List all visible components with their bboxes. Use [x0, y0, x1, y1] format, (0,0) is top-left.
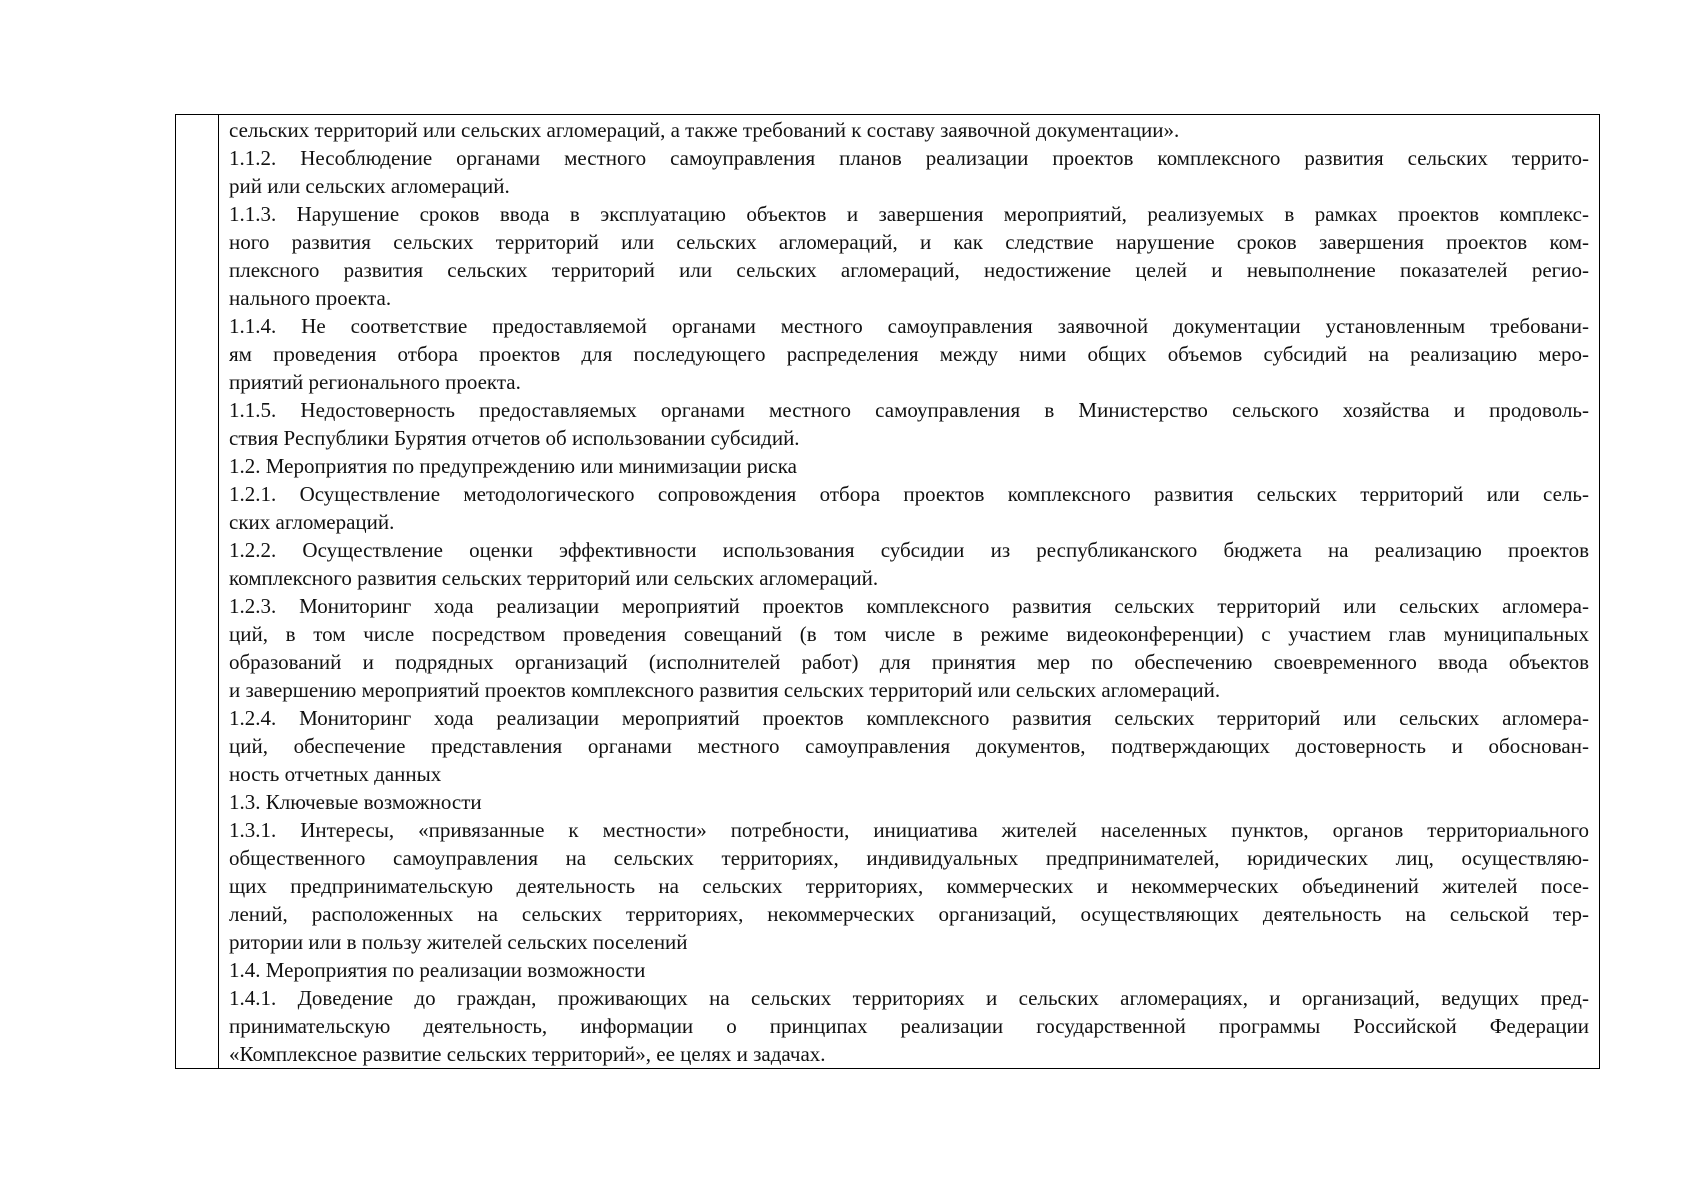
text-line: ций, в том числе посредством проведения совещаний (в том числе в режиме видеоконференции) с участием глав муниципальных [229, 622, 1589, 646]
text-line: ритории или в пользу жителей сельских поселений [229, 930, 688, 954]
table-left-column [176, 115, 219, 1068]
text-line: 1.1.3. Нарушение сроков ввода в эксплуатацию объектов и завершения мероприятий, реализуемых в рамках проектов комплекс- [229, 202, 1589, 226]
text-line: 1.2.3. Мониторинг хода реализации мероприятий проектов комплексного развития сельских территорий или сельских агломера- [229, 594, 1589, 618]
text-line: сельских территорий или сельских агломераций, а также требований к составу заявочной документации». [229, 118, 1180, 142]
text-line: и завершению мероприятий проектов комплексного развития сельских территорий или сельских агломераций. [229, 678, 1221, 702]
text-paragraph [229, 452, 1589, 480]
text-line: 1.2.4. Мониторинг хода реализации мероприятий проектов комплексного развития сельских территорий или сельских агломера- [229, 706, 1589, 730]
text-line: 1.2.2. Осуществление оценки эффективности использования субсидии из республиканского бюджета на реализацию проектов [229, 538, 1589, 562]
text-paragraph [229, 200, 1589, 312]
text-line: рий или сельских агломераций. [229, 174, 510, 198]
text-line: приятий регионального проекта. [229, 370, 521, 394]
text-line: принимательскую деятельность, информации о принципах реализации государственной программы Российской Федерации [229, 1014, 1589, 1038]
text-paragraph [229, 396, 1589, 452]
text-paragraph [229, 704, 1589, 788]
text-line: «Комплексное развитие сельских территорий», ее целях и задачах. [229, 1042, 826, 1066]
text-paragraph [229, 592, 1589, 704]
text-paragraph [229, 536, 1589, 592]
text-line: ций, обеспечение представления органами местного самоуправления документов, подтверждающих достоверность и обоснован- [229, 734, 1589, 758]
document-table [175, 114, 1600, 1069]
text-line: 1.1.2. Несоблюдение органами местного самоуправления планов реализации проектов комплексного развития сельских террито- [229, 146, 1589, 170]
text-paragraph [229, 480, 1589, 536]
text-line: 1.3.1. Интересы, «привязанные к местности» потребности, инициатива жителей населенных пунктов, органов территориального [229, 818, 1589, 842]
text-line: ность отчетных данных [229, 762, 442, 786]
text-line: ного развития сельских территорий или сельских агломераций, и как следствие нарушение сроков завершения проектов ком- [229, 230, 1589, 254]
text-line: щих предпринимательскую деятельность на сельских территориях, коммерческих и некоммерческих объединений жителей посе- [229, 874, 1589, 898]
text-paragraph [229, 956, 1589, 984]
text-paragraph [229, 144, 1589, 200]
text-line: 1.2. Мероприятия по предупреждению или минимизации риска [229, 454, 797, 478]
text-line: лений, расположенных на сельских территориях, некоммерческих организаций, осуществляющих деятельность на сельской тер- [229, 902, 1589, 926]
text-line: 1.3. Ключевые возможности [229, 790, 482, 814]
table-text-cell [219, 115, 1599, 1068]
text-line: комплексного развития сельских территорий или сельских агломераций. [229, 566, 879, 590]
text-line: 1.4.1. Доведение до граждан, проживающих на сельских территориях и сельских агломерациях, и организаций, ведущих пред- [229, 986, 1589, 1010]
text-line: образований и подрядных организаций (исполнителей работ) для принятия мер по обеспечению своевременного ввода объектов [229, 650, 1589, 674]
text-paragraph [229, 816, 1589, 956]
text-line: 1.4. Мероприятия по реализации возможности [229, 958, 646, 982]
text-paragraph [229, 788, 1589, 816]
text-line: плексного развития сельских территорий или сельских агломераций, недостижение целей и невыполнение показателей регио- [229, 258, 1589, 282]
text-line: ствия Республики Бурятия отчетов об использовании субсидий. [229, 426, 800, 450]
text-line: 1.1.5. Недостоверность предоставляемых органами местного самоуправления в Министерство сельского хозяйства и продоволь- [229, 398, 1589, 422]
text-line: 1.1.4. Не соответствие предоставляемой органами местного самоуправления заявочной документации установленным требовани- [229, 314, 1589, 338]
text-paragraph [229, 116, 1589, 144]
text-line: ям проведения отбора проектов для последующего распределения между ними общих объемов субсидий на реализацию меро- [229, 342, 1589, 366]
text-paragraph [229, 984, 1589, 1068]
text-line: 1.2.1. Осуществление методологического сопровождения отбора проектов комплексного развития сельских территорий или сель- [229, 482, 1589, 506]
text-line: ских агломераций. [229, 510, 395, 534]
text-paragraph [229, 312, 1589, 396]
text-line: общественного самоуправления на сельских территориях, индивидуальных предпринимателей, юридических лиц, осуществляю- [229, 846, 1589, 870]
text-line: нального проекта. [229, 286, 392, 310]
